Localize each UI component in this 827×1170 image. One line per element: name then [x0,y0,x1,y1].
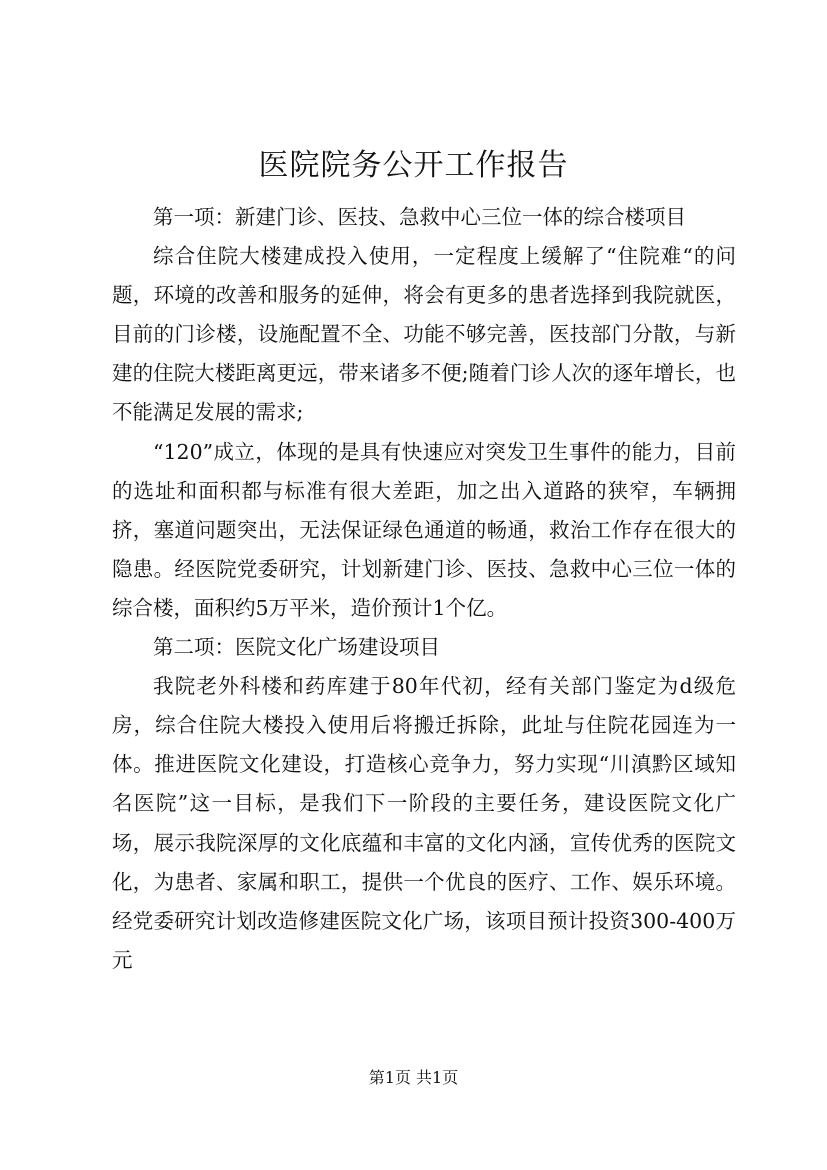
section-heading-1: 第一项：新建门诊、医技、急救中心三位一体的综合楼项目 [153,205,686,229]
paragraph-2: “120”成立，体现的是具有快速应对突发卫生事件的能力，目前的选址和面积都与标准有很大差距，加之出入道路的狭窄，车辆拥挤，塞道问题突出，无法保证绿色通道的畅通，救治工作存在很大的隐患。经医院党委研究，计划新建门诊、医技、急救中心三位一体的综合楼，面积约5万平米，造价预计1个亿。 [112,439,736,620]
document-body [112,198,736,980]
paragraph-1: 综合住院大楼建成投入使用，一定程度上缓解了“住院难“的问题，环境的改善和服务的延伸，将会有更多的患者选择到我院就医，目前的门诊楼，设施配置不全、功能不够完善，医技部门分散，与新建的住院大楼距离更远，带来诸多不便;随着门诊人次的逐年增长，也不能满足发展的需求; [112,244,736,425]
section-heading-2: 第二项：医院文化广场建设项目 [153,635,440,660]
page-footer: 第1页 共1页 [368,1068,459,1087]
document-title: 医院院务公开工作报告 [258,148,569,183]
paragraph-3: 我院老外科楼和药库建于80年代初，经有关部门鉴定为d级危房，综合住院大楼投入使用后将搬迁拆除，此址与住院花园连为一体。推进医院文化建设，打造核心竞争力，努力实现“川滇黔区域知名医院”这一目标，是我们下一阶段的主要任务，建设医院文化广场，展示我院深厚的文化底蕴和丰富的文化内涵，宣传优秀的医院文化，为患者、家属和职工，提供一个优良的医疗、工作、娱乐环境。经党委研究计划改造修建医院文化广场，该项目预计投资300-400万元 [112,674,736,972]
